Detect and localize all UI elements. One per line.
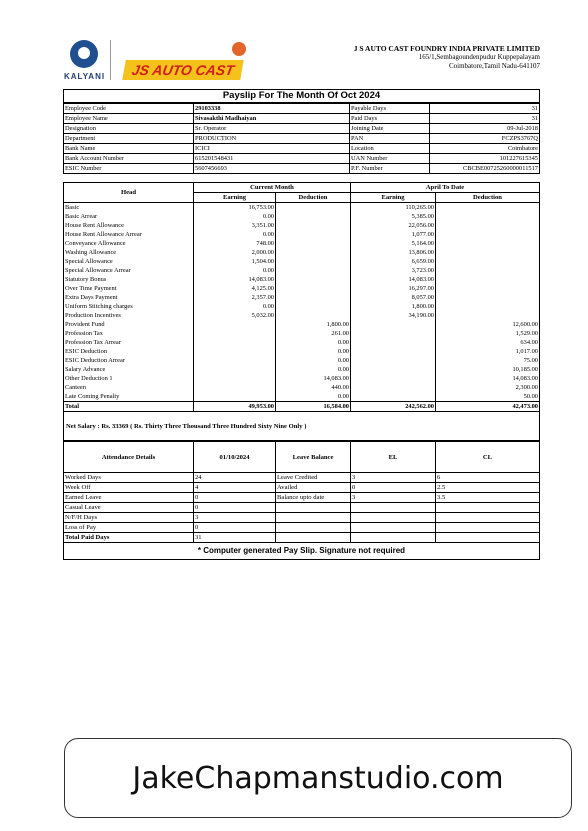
total-paid-days-value: 31 [194,533,276,543]
leave-label [276,523,351,533]
ytd-earning: 13,806.00 [351,248,436,257]
table-row [64,203,540,213]
attendance-label: Earned Leave [64,493,194,503]
current-deduction [276,230,351,239]
table-row [64,392,540,401]
attendance-row [64,483,540,493]
current-deduction [276,284,351,293]
kalyani-logo-text: KALYANI [64,72,106,81]
ytd-earning [351,374,436,383]
current-deduction [276,257,351,266]
blank-cell [351,533,436,543]
footer-note: * Computer generated Pay Slip. Signature not required [63,543,540,560]
leave-balance-label: Leave Balance [276,442,351,473]
table-row [64,212,540,221]
leave-label [276,503,351,513]
current-deduction [276,275,351,284]
col-head: Head [64,183,194,203]
attendance-label: Loss of Pay [64,523,194,533]
current-deduction [276,212,351,221]
employee-field-label: Payable Days [350,104,430,114]
current-earning: 748.00 [194,239,276,248]
employee-field-label: ESIC Number [64,164,194,174]
blank-cell [276,533,351,543]
employee-field-value: ICICI [194,144,350,154]
table-row [64,284,540,293]
ytd-earning: 5,385.00 [351,212,436,221]
ytd-deduction: 12,600.00 [436,320,540,329]
ytd-deduction [436,203,540,213]
employee-field-value: 101227615345 [430,154,540,164]
table-row [64,239,540,248]
table-row [64,365,540,374]
attendance-value: 0 [194,523,276,533]
row-head: Washing Allowance [64,248,194,257]
attendance-value: 0 [194,493,276,503]
leave-label: Balance upto date [276,493,351,503]
col-current-month: Current Month [194,183,351,193]
current-deduction: 0.00 [276,338,351,347]
ytd-deduction [436,221,540,230]
ytd-deduction [436,302,540,311]
current-deduction [276,302,351,311]
total-yd: 42,473.00 [436,402,540,412]
employee-row [64,154,540,164]
total-ye: 242,562.00 [351,402,436,412]
employee-field-value: 5607456693 [194,164,350,174]
ytd-earning: 6,659.00 [351,257,436,266]
attendance-table [63,441,540,543]
total-row [64,402,540,412]
current-deduction [276,221,351,230]
table-row [64,338,540,347]
ytd-deduction [436,293,540,302]
current-deduction [276,266,351,275]
attendance-label: Worked Days [64,473,194,483]
current-earning [194,356,276,365]
current-earning: 16,753.00 [194,203,276,213]
employee-field-label: Bank Account Number [64,154,194,164]
company-address-line1: 165/1,Sembagoundenpudur Kuppepalayam [418,53,540,61]
employee-row [64,164,540,174]
current-deduction: 261.00 [276,329,351,338]
current-deduction: 0.00 [276,356,351,365]
watermark: JakeChapmanstudio.com [64,738,572,818]
ytd-deduction [436,248,540,257]
ytd-deduction: 2,300.00 [436,383,540,392]
employee-row [64,104,540,114]
table-row [64,329,540,338]
attendance-value: 4 [194,483,276,493]
attendance-row [64,513,540,523]
cl-value: 3.5 [436,493,540,503]
blank-cell [436,533,540,543]
ytd-deduction [436,266,540,275]
table-row [64,230,540,239]
ytd-earning [351,329,436,338]
current-earning: 4,125.00 [194,284,276,293]
ytd-deduction: 14,083.00 [436,374,540,383]
current-earning [194,383,276,392]
employee-field-value: 31 [430,104,540,114]
row-head: Profession Tax Arrear [64,338,194,347]
ytd-earning: 14,083.00 [351,275,436,284]
leave-label: Availed [276,483,351,493]
ytd-earning [351,338,436,347]
ytd-earning: 5,164.00 [351,239,436,248]
employee-field-label: Location [350,144,430,154]
current-deduction: 0.00 [276,392,351,401]
el-value: 0 [351,483,436,493]
attendance-title: Attendance Details [64,442,194,473]
ytd-deduction [436,284,540,293]
table-row [64,221,540,230]
employee-field-value: Sivasakthi Madhaiyan [194,114,350,124]
cl-value: 6 [436,473,540,483]
flame-drop-icon [232,42,246,56]
col-ytd-deduction: Deduction [436,193,540,203]
ytd-earning [351,383,436,392]
attendance-row [64,473,540,483]
col-april-to-date: April To Date [351,183,540,193]
employee-field-value: 09-Jul-2018 [430,124,540,134]
ytd-deduction: 634.00 [436,338,540,347]
current-deduction: 0.00 [276,347,351,356]
employee-row [64,124,540,134]
company-address-line2: Coimbatore,Tamil Nadu-641107 [448,62,540,70]
row-head: Conveyance Allowance [64,239,194,248]
current-earning: 5,032.00 [194,311,276,320]
ytd-earning [351,356,436,365]
cl-value [436,523,540,533]
leave-label: Leave Credited [276,473,351,483]
row-head: Basic Arrear [64,212,194,221]
current-deduction: 0.00 [276,365,351,374]
attendance-row [64,493,540,503]
current-earning: 2,357.00 [194,293,276,302]
total-paid-days-row [64,533,540,543]
employee-field-label: Department [64,134,194,144]
company-header [354,44,540,71]
attendance-date: 01/10/2024 [194,442,276,473]
ytd-earning: 3,723.00 [351,266,436,275]
row-head: House Rent Allowance [64,221,194,230]
leave-label [276,513,351,523]
el-value: 3 [351,493,436,503]
ytd-deduction [436,239,540,248]
ytd-earning: 1,800.00 [351,302,436,311]
ytd-deduction: 1,529.00 [436,329,540,338]
el-value [351,523,436,533]
employee-field-value: CBCBE00725260000011517 [430,164,540,174]
kalyani-logo-icon [70,40,98,68]
col-current-deduction: Deduction [276,193,351,203]
el-value [351,513,436,523]
current-earning: 0.00 [194,302,276,311]
row-head: Special Allowance Arrear [64,266,194,275]
total-ce: 49,953.00 [194,402,276,412]
table-row [64,248,540,257]
row-head: Extra Days Payment [64,293,194,302]
employee-field-value: 31 [430,114,540,124]
current-earning [194,365,276,374]
attendance-row [64,523,540,533]
current-earning: 0.00 [194,212,276,221]
ytd-earning: 16,297.00 [351,284,436,293]
attendance-value: 0 [194,503,276,513]
el-label: EL [351,442,436,473]
attendance-row [64,503,540,513]
ytd-deduction: 50.00 [436,392,540,401]
row-head: Profession Tax [64,329,194,338]
employee-field-label: Employee Name [64,114,194,124]
current-earning: 14,083.00 [194,275,276,284]
row-head: ESIC Deduction [64,347,194,356]
ytd-earning: 1,077.00 [351,230,436,239]
cl-label: CL [436,442,540,473]
employee-field-value: FCZPS3767Q [430,134,540,144]
table-row [64,311,540,320]
current-deduction [276,203,351,213]
row-head: Canteen [64,383,194,392]
current-earning: 1,504.00 [194,257,276,266]
company-name: J S AUTO CAST FOUNDRY INDIA PRIVATE LIMITED [353,44,540,53]
attendance-value: 24 [194,473,276,483]
ytd-deduction [436,257,540,266]
row-head: Special Allowance [64,257,194,266]
col-current-earning: Earning [194,193,276,203]
employee-field-label: Designation [64,124,194,134]
el-value [351,503,436,513]
ytd-earning [351,347,436,356]
total-paid-days-label: Total Paid Days [64,533,194,543]
table-row [64,356,540,365]
employee-field-label: Joining Date [350,124,430,134]
table-row [64,266,540,275]
table-row [64,347,540,356]
table-row [64,302,540,311]
current-earning [194,320,276,329]
employee-field-label: PAN [350,134,430,144]
current-earning [194,392,276,401]
employee-row [64,134,540,144]
table-row [64,275,540,284]
employee-field-value: Coimbatore [430,144,540,154]
row-head: Production Incentives [64,311,194,320]
row-head: ESIC Deduction Arrear [64,356,194,365]
payslip-title: Payslip For The Month Of Oct 2024 [63,89,540,103]
row-head: Provident Fund [64,320,194,329]
row-head: Uniform Stitching charges [64,302,194,311]
employee-field-value: Sr. Operator [194,124,350,134]
current-deduction: 14,083.00 [276,374,351,383]
employee-field-value: 29103338 [194,104,350,114]
total-h: Total [64,402,194,412]
ytd-earning: 110,265.00 [351,203,436,213]
cl-value [436,513,540,523]
cl-value [436,503,540,513]
current-earning [194,374,276,383]
attendance-value: 3 [194,513,276,523]
ytd-deduction [436,275,540,284]
attendance-label: Casual Leave [64,503,194,513]
row-head: Other Deduction 1 [64,374,194,383]
row-head: Basic [64,203,194,213]
employee-field-label: P.F. Number [350,164,430,174]
net-salary: Net Salary : Rs. 33369 ( Rs. Thirty Three Thousand Three Hundred Sixty Nine Only ) [63,412,540,441]
ytd-deduction [436,212,540,221]
employee-field-label: UAN Number [350,154,430,164]
table-row [64,383,540,392]
ytd-deduction: 1,017.00 [436,347,540,356]
attendance-label: N/F/H Days [64,513,194,523]
ytd-deduction [436,311,540,320]
employee-row [64,144,540,154]
current-deduction [276,311,351,320]
jsautocast-logo: JS AUTO CAST [122,60,243,80]
col-ytd-earning: Earning [351,193,436,203]
current-earning [194,329,276,338]
row-head: Statutory Bonus [64,275,194,284]
current-earning: 0.00 [194,266,276,275]
ytd-earning [351,365,436,374]
el-value: 3 [351,473,436,483]
ytd-earning: 8,057.00 [351,293,436,302]
current-earning [194,347,276,356]
row-head: House Rent Allowance Arrear [64,230,194,239]
employee-row [64,114,540,124]
current-deduction [276,248,351,257]
employee-field-label: Employee Code [64,104,194,114]
employee-details-table [63,103,540,174]
ytd-deduction: 10,185.00 [436,365,540,374]
employee-field-label: Paid Days [350,114,430,124]
ytd-earning [351,392,436,401]
ytd-earning [351,320,436,329]
current-earning: 2,000.00 [194,248,276,257]
table-row [64,257,540,266]
table-row [64,293,540,302]
company-logos [64,38,264,90]
current-earning [194,338,276,347]
ytd-earning: 22,056.00 [351,221,436,230]
employee-field-label: Bank Name [64,144,194,154]
current-deduction [276,239,351,248]
logo-divider [110,40,111,80]
current-earning: 0.00 [194,230,276,239]
current-deduction [276,293,351,302]
earnings-deductions-table [63,182,540,412]
employee-field-value: 615201548431 [194,154,350,164]
ytd-deduction [436,230,540,239]
table-row [64,320,540,329]
ytd-earning: 34,190.00 [351,311,436,320]
payslip-sheet [63,89,540,560]
row-head: Salary Advance [64,365,194,374]
cl-value: 2.5 [436,483,540,493]
attendance-label: Week Off [64,483,194,493]
current-deduction: 440.00 [276,383,351,392]
row-head: Late Coming Penalty [64,392,194,401]
row-head: Over Time Payment [64,284,194,293]
total-cd: 16,584.00 [276,402,351,412]
employee-field-value: PRODUCTION [194,134,350,144]
table-row [64,374,540,383]
ytd-deduction: 75.00 [436,356,540,365]
current-earning: 3,351.00 [194,221,276,230]
current-deduction: 1,800.00 [276,320,351,329]
